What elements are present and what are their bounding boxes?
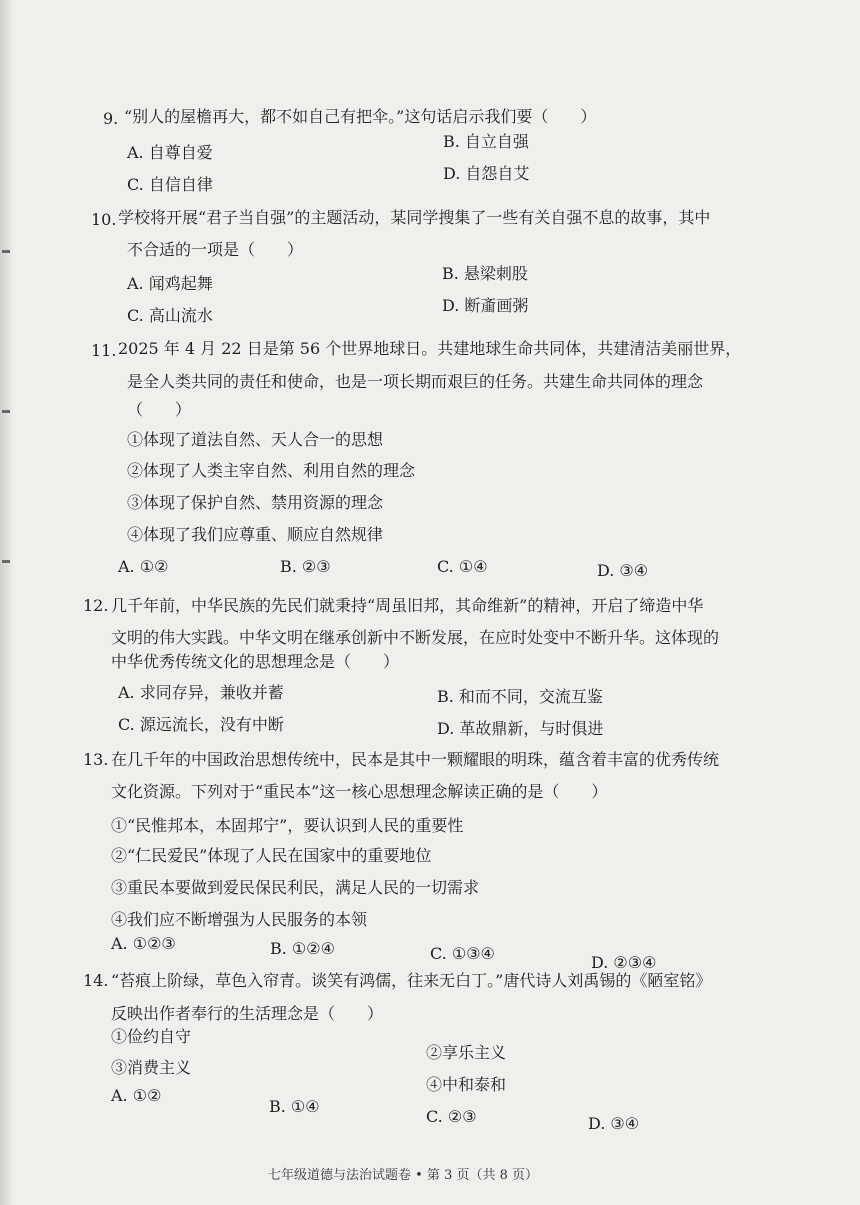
question-13-option-a: A. ①②③ — [111, 934, 176, 953]
question-11-option-c: C. ①④ — [437, 557, 488, 576]
question-10-number: 10. — [91, 210, 117, 229]
question-14-option-b: B. ①④ — [269, 1097, 320, 1116]
question-11-statement-3: ③体现了保护自然、禁用资源的理念 — [127, 493, 384, 512]
question-12-option-b: B. 和而不同，交流互鉴 — [437, 687, 603, 706]
question-11-statement-2: ②体现了人类主宰自然、利用自然的理念 — [127, 461, 416, 480]
question-9-option-b: B. 自立自强 — [443, 132, 529, 151]
question-11-stem-line-2: 是全人类共同的责任和使命，也是一项长期而艰巨的任务。共建生命共同体的理念 — [127, 372, 704, 391]
question-14-stem-line-1: “苔痕上阶绿，草色入帘青。谈笑有鸿儒，往来无白丁。”唐代诗人刘禹锡的《陋室铭》 — [111, 971, 712, 990]
question-11-stem-line-3: （ ） — [127, 400, 192, 419]
question-12-option-d: D. 革故鼎新，与时俱进 — [437, 719, 604, 738]
question-10-option-d: D. 断齑画粥 — [442, 296, 529, 315]
question-11-number: 11. — [91, 341, 117, 360]
question-13-statement-4: ④我们应不断增强为人民服务的本领 — [111, 910, 368, 929]
question-13-statement-1: ①“民惟邦本，本固邦宁”，要认识到人民的重要性 — [111, 816, 464, 835]
scan-edge-mark — [2, 250, 10, 253]
question-11-option-b: B. ②③ — [280, 557, 331, 576]
question-14-stem-line-2: 反映出作者奉行的生活理念是（ ） — [111, 1004, 384, 1023]
question-10-option-c: C. 高山流水 — [127, 306, 213, 325]
question-13-stem-line-2: 文化资源。下列对于“重民本”这一核心思想理念解读正确的是（ ） — [111, 782, 608, 801]
question-13-stem-line-1: 在几千年的中国政治思想传统中，民本是其中一颗耀眼的明珠，蕴含着丰富的优秀传统 — [111, 750, 720, 769]
question-14-option-d: D. ③④ — [588, 1114, 640, 1133]
question-9-stem: “别人的屋檐再大，都不如自己有把伞。”这句话启示我们要（ ） — [124, 107, 597, 126]
question-14-number: 14. — [83, 971, 109, 990]
question-14-statement-4: ④中和泰和 — [426, 1075, 507, 1094]
question-14-statement-3: ③消费主义 — [111, 1058, 192, 1077]
question-13-option-d: D. ②③④ — [591, 953, 657, 972]
question-9-option-a: A. 自尊自爱 — [127, 143, 213, 162]
question-11-statement-1: ①体现了道法自然、天人合一的思想 — [127, 430, 384, 449]
question-9-number: 9. — [103, 109, 119, 128]
question-13-option-b: B. ①②④ — [270, 939, 335, 958]
question-12-stem-line-2: 文明的伟大实践。中华文明在继承创新中不断发展，在应时处变中不断升华。这体现的 — [111, 628, 720, 647]
question-11-option-a: A. ①② — [118, 557, 169, 576]
question-11-option-d: D. ③④ — [597, 561, 649, 580]
question-12-stem-line-1: 几千年前，中华民族的先民们就秉持“周虽旧邦，其命维新”的精神，开启了缔造中华 — [111, 596, 704, 615]
question-9-option-d: D. 自怨自艾 — [443, 164, 530, 183]
scan-edge-shadow — [0, 0, 14, 1205]
question-10-stem-line-1: 学校将开展“君子当自强”的主题活动，某同学搜集了一些有关自强不息的故事，其中 — [118, 208, 711, 227]
question-9-option-c: C. 自信自律 — [127, 175, 213, 194]
question-13-statement-3: ③重民本要做到爱民保民利民，满足人民的一切需求 — [111, 878, 480, 897]
question-13-statement-2: ②“仁民爱民”体现了人民在国家中的重要地位 — [111, 846, 432, 865]
question-13-option-c: C. ①③④ — [430, 944, 495, 963]
question-14-statement-1: ①俭约自守 — [111, 1027, 192, 1046]
question-10-option-b: B. 悬梁刺股 — [442, 264, 528, 283]
question-11-statement-4: ④体现了我们应尊重、顺应自然规律 — [127, 525, 384, 544]
page-footer: 七年级道德与法治试题卷 • 第 3 页（共 8 页） — [268, 1168, 539, 1183]
question-14-statement-2: ②享乐主义 — [426, 1043, 507, 1062]
question-12-stem-line-3: 中华优秀传统文化的思想理念是（ ） — [111, 652, 400, 671]
scan-edge-mark — [2, 560, 10, 563]
scan-edge-mark — [2, 410, 10, 413]
question-14-option-a: A. ①② — [111, 1086, 162, 1105]
question-10-option-a: A. 闻鸡起舞 — [127, 274, 213, 293]
question-13-number: 13. — [83, 750, 109, 769]
question-12-option-a: A. 求同存异，兼收并蓄 — [118, 683, 284, 702]
question-10-stem-line-2: 不合适的一项是（ ） — [127, 240, 304, 259]
question-12-option-c: C. 源远流长，没有中断 — [118, 715, 284, 734]
question-11-stem-line-1: 2025 年 4 月 22 日是第 56 个世界地球日。共建地球生命共同体，共建清洁美丽世界， — [118, 339, 742, 358]
question-14-option-c: C. ②③ — [426, 1107, 477, 1126]
question-12-number: 12. — [83, 596, 109, 615]
